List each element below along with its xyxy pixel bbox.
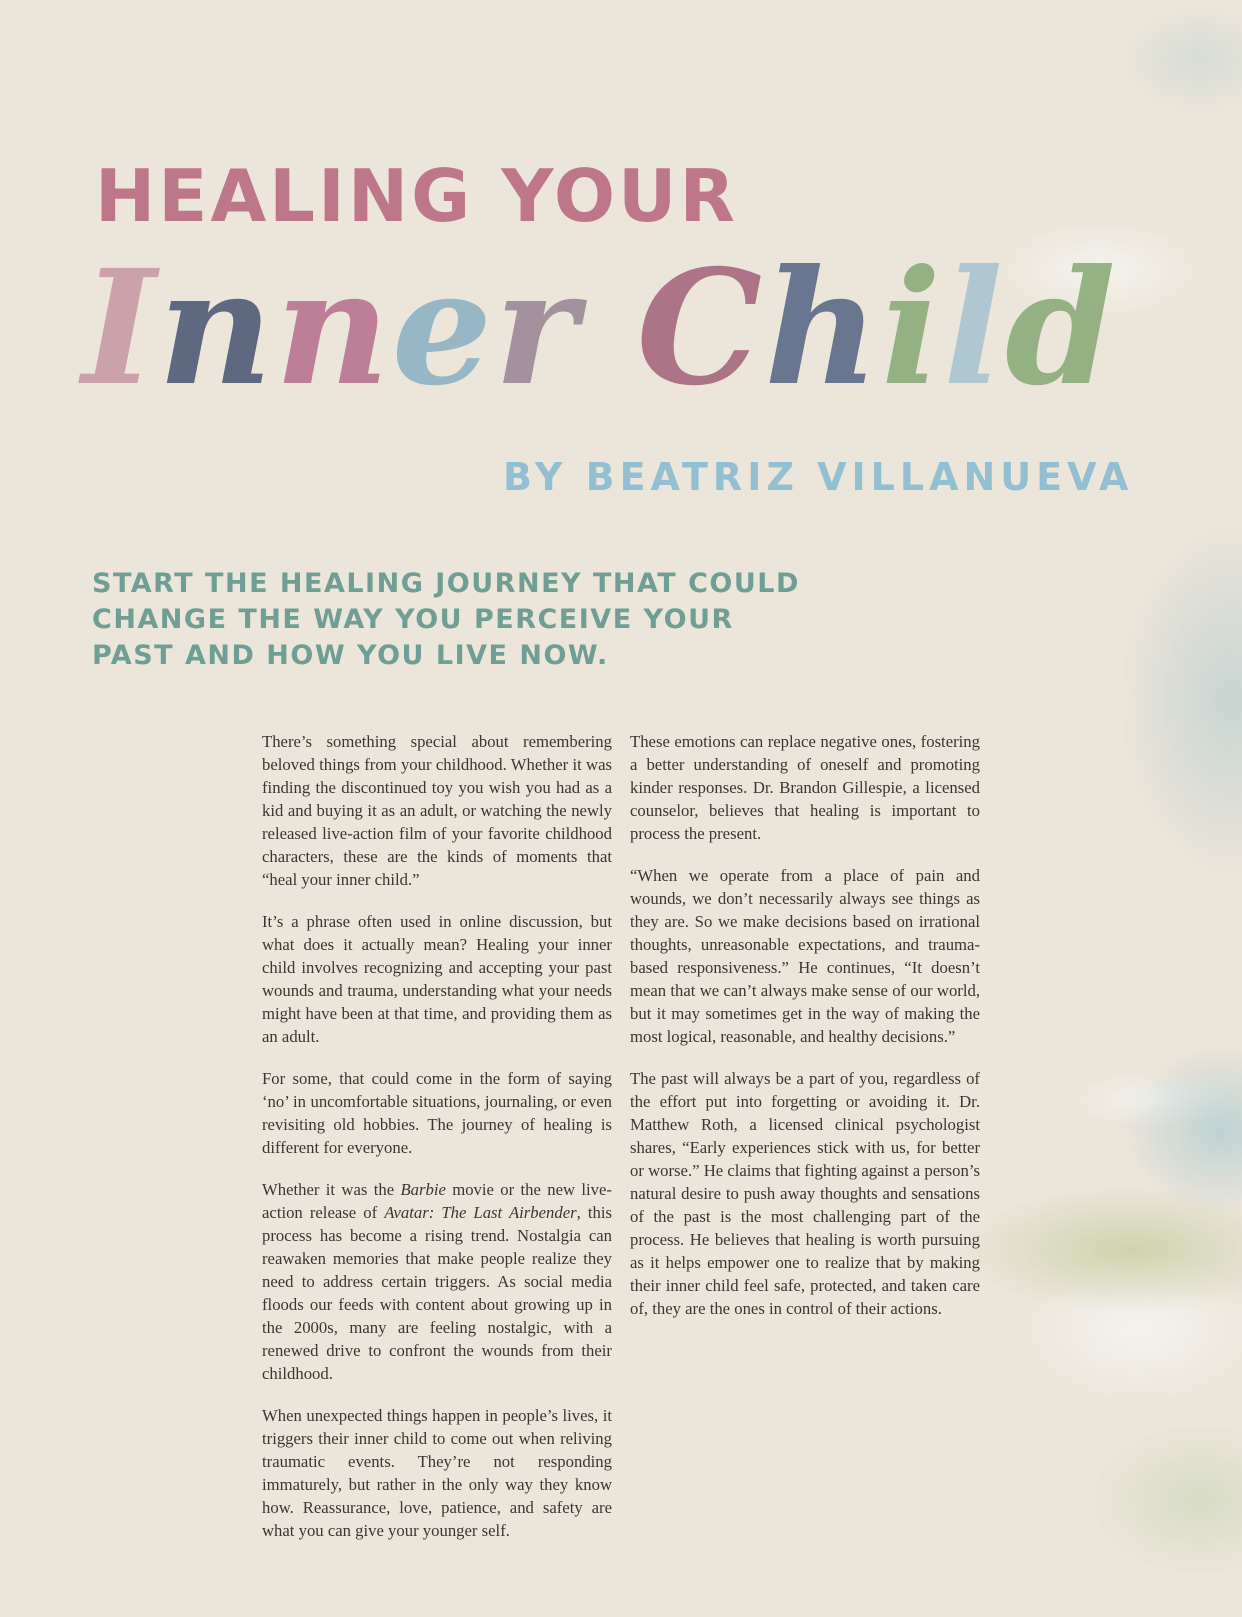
- deck-subtitle: START THE HEALING JOURNEY THAT COULD CHANGE THE WAY YOU PERCEIVE YOUR PAST AND HOW YOU LIVE NOW.: [92, 568, 800, 671]
- body-paragraph: The past will always be a part of you, regardless of the effort put into forgetting or avoiding it. Dr. Matthew Roth, a licensed clinical psychologist shares, “Early experiences stick with us, for better or worse.” He claims that fighting against a person’s natural desire to push away thoughts and sensations of the past is the most challenging part of the process. He believes that healing is worth pursuing as it helps empower one to realize that by making their inner child feel safe, protected, and taken care of, they are the ones in control of their actions.: [630, 1069, 980, 1318]
- headline-letter: n: [157, 236, 275, 421]
- headline-letter: l: [943, 236, 1006, 421]
- body-paragraph: When unexpected things happen in people’s lives, it triggers their inner child to come out when reliving traumatic events. They’re not responding immaturely, but rather in the only way they know how. Reassurance, love, patience, and safety are what you can give your younger self.: [262, 1406, 612, 1540]
- headline-letter: d: [1005, 236, 1118, 421]
- film-title: Avatar: The Last Airbender: [384, 1203, 577, 1222]
- byline: BY BEATRIZ VILLANUEVA: [503, 455, 1134, 499]
- text-run: Whether it was the: [262, 1180, 401, 1199]
- headline-letter: r: [494, 236, 580, 421]
- headline-letter: I: [82, 236, 158, 421]
- headline-main: [82, 236, 1118, 421]
- body-paragraph: “When we operate from a place of pain and wounds, we don’t necessarily always see things as they are. So we make decisions based on irrational thoughts, unreasonable expectations, and trauma-based responsiveness.” He continues, “It doesn’t mean that we can’t always make sense of our world, but it may sometimes get in the way of making the most logical, reasonable, and healthy decisions.”: [630, 866, 980, 1046]
- headline-letter: h: [764, 236, 882, 421]
- body-paragraph: These emotions can replace negative ones, fostering a better understanding of oneself and promoting kinder responses. Dr. Brandon Gillespie, a licensed counselor, believes that healing is important to process the present.: [630, 732, 980, 843]
- headline-letter: e: [391, 236, 495, 421]
- body-column-right: [630, 730, 980, 1339]
- text-run: movie or the new live-action release of: [262, 1180, 612, 1222]
- headline-letter: n: [274, 236, 392, 421]
- body-paragraph: It’s a phrase often used in online discussion, but what does it actually mean? Healing your inner child involves recognizing and accepting your past wounds and trauma, understanding what your needs might have been at that time, and providing them as an adult.: [262, 912, 612, 1046]
- text-run: , this process has become a rising trend. Nostalgia can reawaken memories that make people realize they need to address certain triggers. As social media floods our feeds with content about growing up in the 2000s, many are feeling nostalgic, with a renewed drive to confront the wounds from their childhood.: [262, 1203, 612, 1383]
- headline-letter: i: [881, 236, 944, 421]
- headline-space: [579, 236, 636, 421]
- body-paragraph: For some, that could come in the form of saying ‘no’ in uncomfortable situations, journaling, or even revisiting old hobbies. The journey of healing is different for everyone.: [262, 1069, 612, 1157]
- body-paragraph: [262, 1178, 612, 1385]
- body-paragraph: There’s something special about remembering beloved things from your childhood. Whether it was finding the discontinued toy you wish you had as a kid and buying it as an adult, or watching the newly released live-action film of your favorite childhood characters, these are the kinds of moments that “heal your inner child.”: [262, 732, 612, 889]
- headline-top: HEALING YOUR: [95, 154, 738, 238]
- film-title: Barbie: [400, 1180, 446, 1199]
- body-column-left: [262, 730, 612, 1561]
- headline-letter: C: [636, 236, 765, 421]
